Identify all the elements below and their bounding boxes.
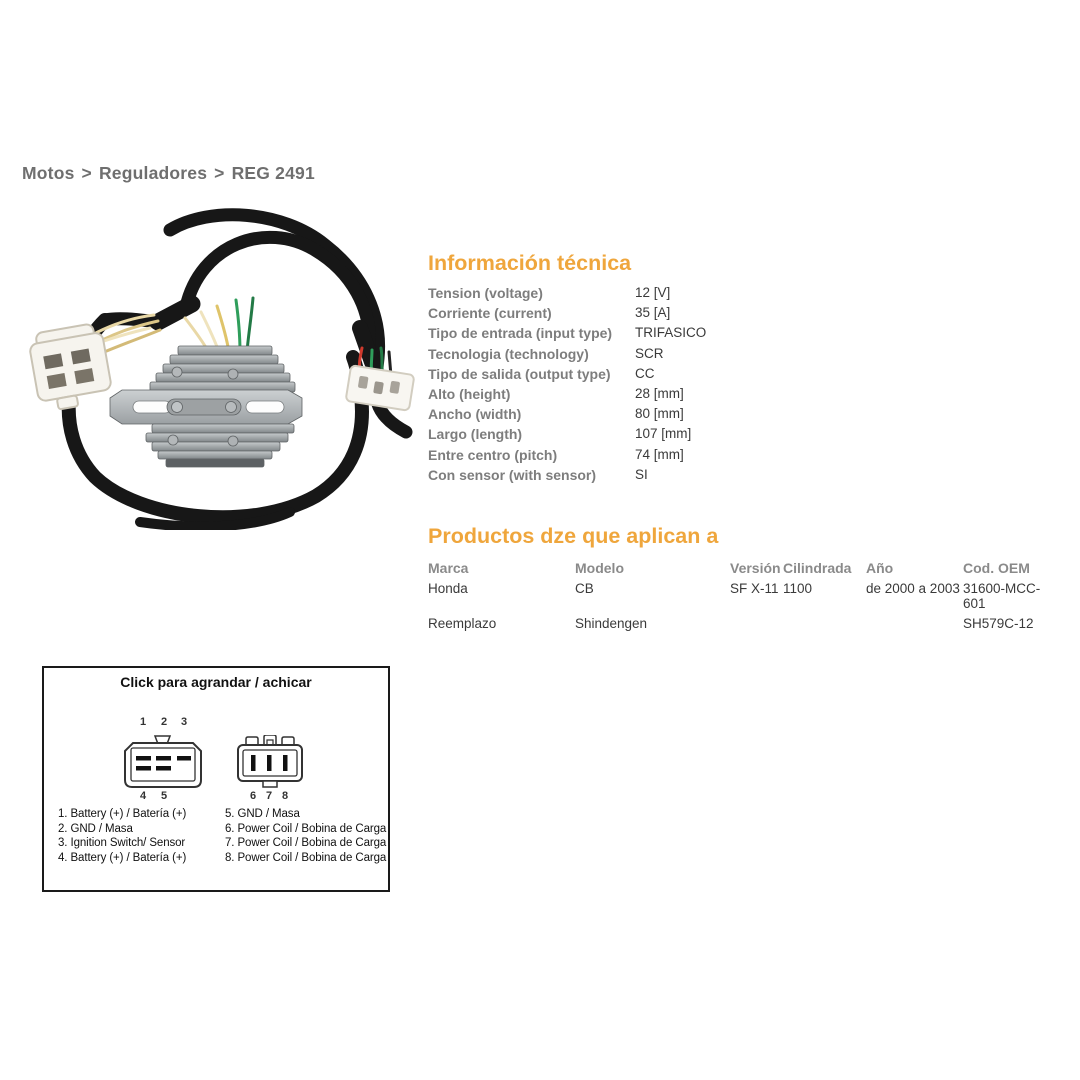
table-cell: SF X-11: [730, 581, 779, 596]
spec-value: 74 [mm]: [635, 446, 684, 462]
column-header-cilindrada: Cilindrada: [783, 560, 852, 576]
pin-legend-left: [58, 807, 186, 865]
spec-value: 80 [mm]: [635, 406, 684, 422]
column-header-modelo: Modelo: [575, 560, 624, 576]
breadcrumb-link-motos[interactable]: Motos: [22, 163, 75, 183]
spec-value: 107 [mm]: [635, 426, 692, 442]
table-cell: CB: [575, 581, 594, 596]
table-cell: 1100: [783, 581, 813, 596]
applications-section: [428, 524, 1052, 631]
spec-value: CC: [635, 365, 655, 381]
spec-label: Tipo de salida (output type): [428, 365, 611, 382]
spec-row: [428, 283, 768, 303]
spec-label: Entre centro (pitch): [428, 446, 558, 463]
breadcrumb-link-reguladores[interactable]: Reguladores: [98, 163, 208, 183]
spec-label: Tecnologia (technology): [428, 345, 589, 362]
spec-label: Tipo de entrada (input type): [428, 325, 613, 342]
table-cell: Reemplazo: [428, 616, 497, 631]
spec-row: [428, 364, 768, 384]
breadcrumb-separator: >: [81, 163, 92, 183]
spec-value: SCR: [635, 345, 664, 361]
pin-number-8: 8: [281, 790, 289, 802]
spec-value: 28 [mm]: [635, 386, 684, 402]
spec-label: Largo (length): [428, 426, 523, 443]
connector-b-diagram: [236, 735, 304, 789]
spec-label: Ancho (width): [428, 406, 522, 423]
column-header-anio: Año: [866, 560, 894, 576]
spec-row: [428, 303, 768, 323]
legend-item: 1. Battery (+) / Batería (+): [58, 808, 187, 820]
legend-item: 3. Ignition Switch/ Sensor: [58, 837, 186, 850]
legend-item: 5. GND / Masa: [225, 808, 300, 820]
spec-row: [428, 445, 768, 465]
spec-row: [428, 424, 768, 444]
pin-number-1: 1: [139, 716, 147, 728]
column-header-version: Versión: [730, 560, 781, 576]
spec-row: [428, 465, 768, 485]
pin-number-3: 3: [180, 716, 188, 728]
breadcrumb-separator: >: [214, 163, 225, 183]
table-cell: Shindengen: [575, 616, 648, 631]
spec-value: TRIFASICO: [635, 325, 707, 341]
pinout-diagram-box[interactable]: [42, 666, 390, 892]
technical-info-title: Información técnica: [428, 251, 632, 275]
table-cell: Honda: [428, 581, 468, 596]
spec-label: Con sensor (with sensor): [428, 466, 597, 483]
pin-number-4: 4: [139, 790, 147, 802]
spec-row: [428, 384, 768, 404]
applications-title: Productos dze que aplican a: [428, 524, 719, 548]
breadcrumb: [22, 163, 315, 184]
legend-item: 8. Power Coil / Bobina de Carga: [225, 851, 387, 864]
pin-legend-right: [225, 807, 386, 865]
applications-table: [428, 561, 1052, 631]
table-cell: 31600-MCC-601: [963, 581, 1041, 611]
product-photo[interactable]: [20, 200, 420, 530]
spec-label: Tension (voltage): [428, 285, 543, 301]
spec-row: [428, 323, 768, 343]
spec-value: 35 [A]: [635, 305, 671, 321]
regulator-photo-illustration: [20, 200, 420, 530]
spec-value: SI: [635, 466, 648, 482]
spec-value: 12 [V]: [635, 285, 671, 300]
table-cell: SH579C-12: [963, 616, 1034, 631]
pin-number-2: 2: [160, 716, 168, 728]
legend-item: 2. GND / Masa: [58, 822, 133, 835]
breadcrumb-current-reg2491: REG 2491: [231, 163, 315, 183]
spec-row: [428, 344, 768, 364]
legend-item: 4. Battery (+) / Batería (+): [58, 851, 187, 864]
connector-a-diagram: [123, 735, 203, 789]
legend-item: 7. Power Coil / Bobina de Carga: [225, 837, 387, 850]
legend-item: 6. Power Coil / Bobina de Carga: [225, 822, 387, 835]
column-header-marca: Marca: [428, 560, 469, 576]
table-cell: de 2000 a 2003: [866, 581, 960, 596]
column-header-cod-oem: Cod. OEM: [963, 560, 1030, 576]
pin-number-6: 6: [249, 790, 257, 802]
spec-label: Alto (height): [428, 386, 511, 403]
spec-label: Corriente (current): [428, 305, 552, 322]
pin-number-5: 5: [160, 790, 168, 802]
pin-number-7: 7: [265, 790, 273, 802]
spec-row: [428, 404, 768, 424]
diagram-box-title: Click para agrandar / achicar: [120, 674, 312, 690]
technical-info-section: [428, 250, 768, 485]
